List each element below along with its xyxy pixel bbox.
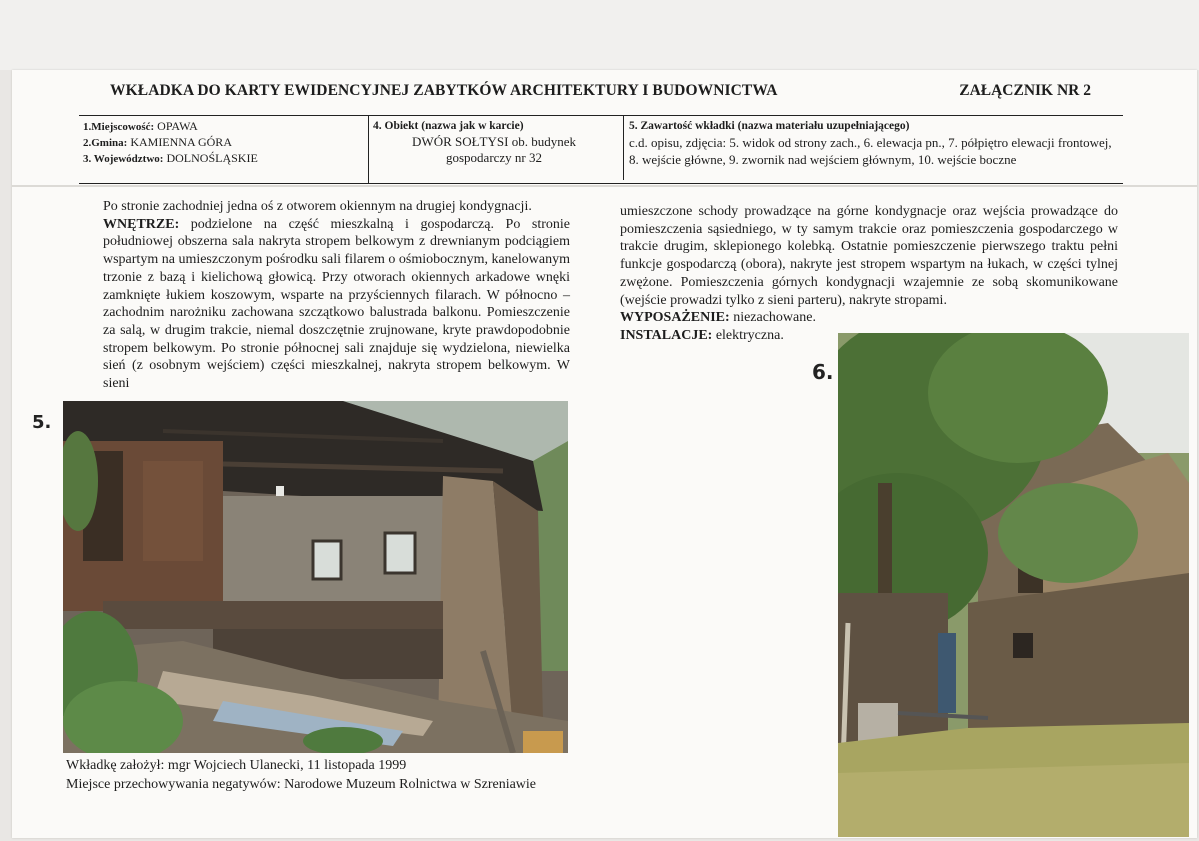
scan-top-margin [0,0,1199,70]
document-title: WKŁADKA DO KARTY EWIDENCYJNEJ ZABYTKÓW ARCHITEKTURY I BUDOWNICTWA [110,82,778,99]
object-line1: DWÓR SOŁTYSI ob. budynek [412,134,576,149]
commune-value: KAMIENNA GÓRA [130,135,232,149]
commune-label: 2.Gmina: [83,137,128,149]
object-column [368,116,619,183]
photo-north-elevation [838,333,1189,837]
installations-label: INSTALACJE: [620,327,713,343]
info-table [79,115,1123,184]
object-line2: gospodarczy nr 32 [445,150,543,165]
installations-value: elektryczna. [712,327,784,343]
voivodeship-label: 3. Województwo: [83,153,164,165]
photo-number-5: 5. [32,412,52,433]
location-label: 1.Miejscowość: [83,121,155,133]
annex-number: ZAŁĄCZNIK NR 2 [959,82,1091,99]
description-right [620,203,1118,345]
interior-text: podzielone na część mieszkalną i gospodarczą. Po stronie południowej obszerna sala nakryta stropem belkowym z drewnianym podciągiem wspartym na umieszczonym pośrodku sali filarem o ośmiobocznym, kanelowanym trzonie z bazą i kielichową głowicą. Przy otworach okiennych arkadowe wnęki zamknięte łukiem koszowym, wsparte na przyściennych filarach. W północno – zachodnim narożniku zachowana szczątkowo balustrada balkonu. Pomieszczenie za salą, w drugim trakcie, niemal doszczętnie zrujnowane, kryte prawdopodobnie stropem belkowym. Po stronie północnej sali znajduje się wydzielona, niewielka sień (z osobnym wejściem) części mieszkalnej, nakryta stropem belkowym. W sieni [103,216,570,392]
description-left [103,198,570,393]
description-intro: Po stronie zachodniej jedna oś z otworem okiennym na drugiej kondygnacji. [103,199,532,214]
equipment-label: WYPOSAŻENIE: [620,310,730,326]
description-continuation: umieszczone schody prowadzące na górne kondygnacje oraz wejścia prowadzące do pomieszczenia sąsiedniego, w ty samym trakcie oraz pomieszczenia gospodarczego w trakcie drugim, sklepionego kolebką. Ostatnie pomieszczenie pierwszego traktu pełni funkcje gospodarczą (obora), nakryte jest stropem wspartym na łukach, w części tylnej zwężone. Pomieszczenia górnych kondygnacji wzajemnie ze sobą skomunikowane (wejście prowadzi tylko z sieni parteru), nakryte stropami. [620,204,1118,308]
commune-row [83,135,363,151]
interior-label: WNĘTRZE: [103,216,180,232]
voivodeship-row [83,151,363,167]
footer-negatives-location: Miejsce przechowywania negatywów: Narodowe Muzeum Rolnictwa w Szreniawie [66,777,537,792]
equipment-line [620,309,1118,327]
interior-paragraph [103,216,570,393]
location-column [83,119,363,186]
contents-value: c.d. opisu, zdjęcia: 5. widok od strony zach., 6. elewacja pn., 7. półpiętro elewacji frontowej, 8. wejście główne, 9. zwornik nad wejściem głównym, 10. wejście boczne [629,135,1112,167]
footer-author: Wkładkę założył: mgr Wojciech Ulanecki, 11 listopada 1999 [66,758,407,773]
object-label: 4. Obiekt (nazwa jak w karcie) [373,120,524,132]
photo-number-6: 6. [812,360,834,384]
voivodeship-value: DOLNOŚLĄSKIE [166,151,258,165]
location-row [83,119,363,135]
contents-label: 5. Zawartość wkładki (nazwa materiału uzupełniającego) [629,120,910,132]
photo-ruined-interior [63,401,568,753]
equipment-value: niezachowane. [729,310,816,326]
location-value: OPAWA [157,119,198,133]
section-divider [12,185,1197,187]
contents-column [623,116,1123,180]
